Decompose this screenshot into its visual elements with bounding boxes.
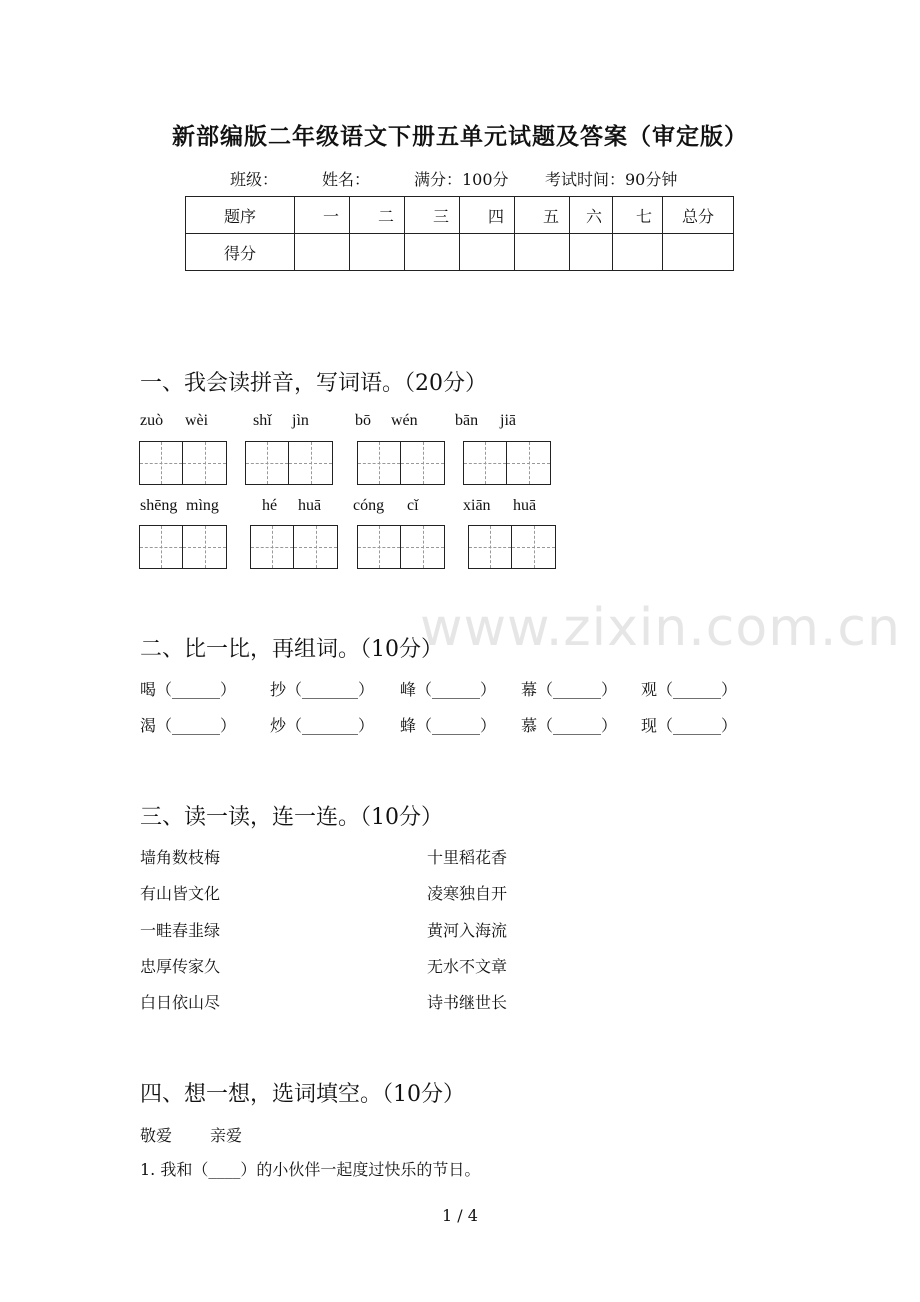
writing-cell[interactable] — [250, 525, 294, 569]
match-left-item[interactable]: 一畦春韭绿 — [140, 921, 221, 940]
pinyin: hé — [262, 497, 278, 514]
writing-cell[interactable] — [401, 441, 445, 485]
score-input-cell[interactable] — [350, 234, 405, 271]
word-blank[interactable]: 蜂（______） — [400, 716, 497, 735]
word-blank[interactable]: 渴（______） — [140, 716, 237, 735]
score-table-cell: 三 — [405, 197, 460, 234]
writing-grid[interactable] — [250, 525, 338, 569]
score-input-cell[interactable] — [405, 234, 460, 271]
writing-grid[interactable] — [468, 525, 556, 569]
writing-cell[interactable] — [463, 441, 507, 485]
writing-cell[interactable] — [357, 525, 401, 569]
section-1-heading: 一、我会读拼音，写词语。（20分） — [140, 371, 487, 396]
score-table-score-row — [186, 234, 734, 271]
score-table-cell: 四 — [460, 197, 515, 234]
writing-cell[interactable] — [183, 525, 227, 569]
page-number: 1 / 4 — [442, 1206, 478, 1225]
watermark: www.zixin.com.cn — [420, 598, 901, 658]
match-right-item[interactable]: 凌寒独自开 — [427, 884, 508, 903]
pinyin: wén — [391, 412, 418, 429]
pinyin: zuò — [140, 412, 164, 429]
match-right-item[interactable]: 无水不文章 — [427, 957, 508, 976]
page-title: 新部编版二年级语文下册五单元试题及答案（审定版） — [172, 123, 748, 150]
section-4-heading: 四、想一想，选词填空。（10分） — [140, 1082, 465, 1107]
pinyin: wèi — [185, 412, 209, 429]
writing-grid[interactable] — [357, 441, 445, 485]
word-blank[interactable]: 慕（______） — [521, 716, 618, 735]
word-blank[interactable]: 幕（______） — [521, 680, 618, 699]
writing-grid[interactable] — [245, 441, 333, 485]
match-left-item[interactable]: 白日依山尽 — [140, 993, 221, 1012]
match-right-item[interactable]: 十里稻花香 — [427, 848, 508, 867]
word-choice: 亲爱 — [210, 1126, 243, 1145]
pinyin: huā — [513, 497, 537, 514]
exam-time-label: 考试时间：90分钟 — [545, 170, 678, 189]
name-label: 姓名： — [322, 170, 371, 189]
pinyin: bān — [455, 412, 479, 429]
match-right-item[interactable]: 黄河入海流 — [427, 921, 508, 940]
score-table-header-row — [186, 197, 734, 234]
pinyin: mìng — [186, 497, 219, 514]
pinyin: jìn — [292, 412, 309, 429]
word-blank[interactable]: 现（______） — [641, 716, 738, 735]
writing-cell[interactable] — [183, 441, 227, 485]
score-input-cell[interactable] — [515, 234, 570, 271]
writing-cell[interactable] — [357, 441, 401, 485]
section-3-heading: 三、读一读，连一连。（10分） — [140, 805, 443, 830]
score-table-cell: 七 — [613, 197, 663, 234]
word-blank[interactable]: 喝（______） — [140, 680, 237, 699]
writing-cell[interactable] — [294, 525, 338, 569]
writing-grid[interactable] — [139, 441, 227, 485]
writing-grid[interactable] — [357, 525, 445, 569]
score-table-cell: 总分 — [663, 197, 734, 234]
score-table-cell: 一 — [295, 197, 350, 234]
score-table-cell: 二 — [350, 197, 405, 234]
writing-grid[interactable] — [139, 525, 227, 569]
writing-grid[interactable] — [463, 441, 551, 485]
score-table-cell: 题序 — [186, 197, 295, 234]
pinyin: shǐ — [253, 412, 272, 429]
score-input-cell[interactable] — [295, 234, 350, 271]
writing-cell[interactable] — [289, 441, 333, 485]
writing-cell[interactable] — [507, 441, 551, 485]
word-blank[interactable]: 炒（_______） — [270, 716, 375, 735]
word-blank[interactable]: 抄（_______） — [270, 680, 375, 699]
question-1[interactable]: 1. 我和（____）的小伙伴一起度过快乐的节日。 — [140, 1160, 481, 1179]
writing-cell[interactable] — [512, 525, 556, 569]
pinyin: huā — [298, 497, 322, 514]
writing-cell[interactable] — [139, 441, 183, 485]
pinyin: jiā — [500, 412, 516, 429]
word-blank[interactable]: 观（______） — [641, 680, 738, 699]
pinyin: bō — [355, 412, 371, 429]
section-2-heading: 二、比一比，再组词。（10分） — [140, 637, 443, 662]
match-left-item[interactable]: 墙角数枝梅 — [140, 848, 221, 867]
word-choice: 敬爱 — [140, 1126, 173, 1145]
score-table — [185, 196, 734, 271]
pinyin: cóng — [353, 497, 385, 514]
writing-cell[interactable] — [401, 525, 445, 569]
match-left-item[interactable]: 有山皆文化 — [140, 884, 221, 903]
score-input-cell[interactable] — [613, 234, 663, 271]
pinyin: cǐ — [407, 497, 419, 514]
score-input-cell[interactable] — [570, 234, 613, 271]
score-table-cell: 得分 — [186, 234, 295, 271]
match-left-item[interactable]: 忠厚传家久 — [140, 957, 221, 976]
pinyin: xiān — [463, 497, 491, 514]
score-table-cell: 五 — [515, 197, 570, 234]
score-input-cell[interactable] — [663, 234, 734, 271]
writing-cell[interactable] — [468, 525, 512, 569]
full-score-label: 满分：100分 — [414, 170, 509, 189]
writing-cell[interactable] — [139, 525, 183, 569]
pinyin: shēng — [140, 497, 178, 514]
score-table-cell: 六 — [570, 197, 613, 234]
writing-cell[interactable] — [245, 441, 289, 485]
class-label: 班级： — [230, 170, 279, 189]
match-right-item[interactable]: 诗书继世长 — [427, 993, 508, 1012]
score-input-cell[interactable] — [460, 234, 515, 271]
word-blank[interactable]: 峰（______） — [400, 680, 497, 699]
